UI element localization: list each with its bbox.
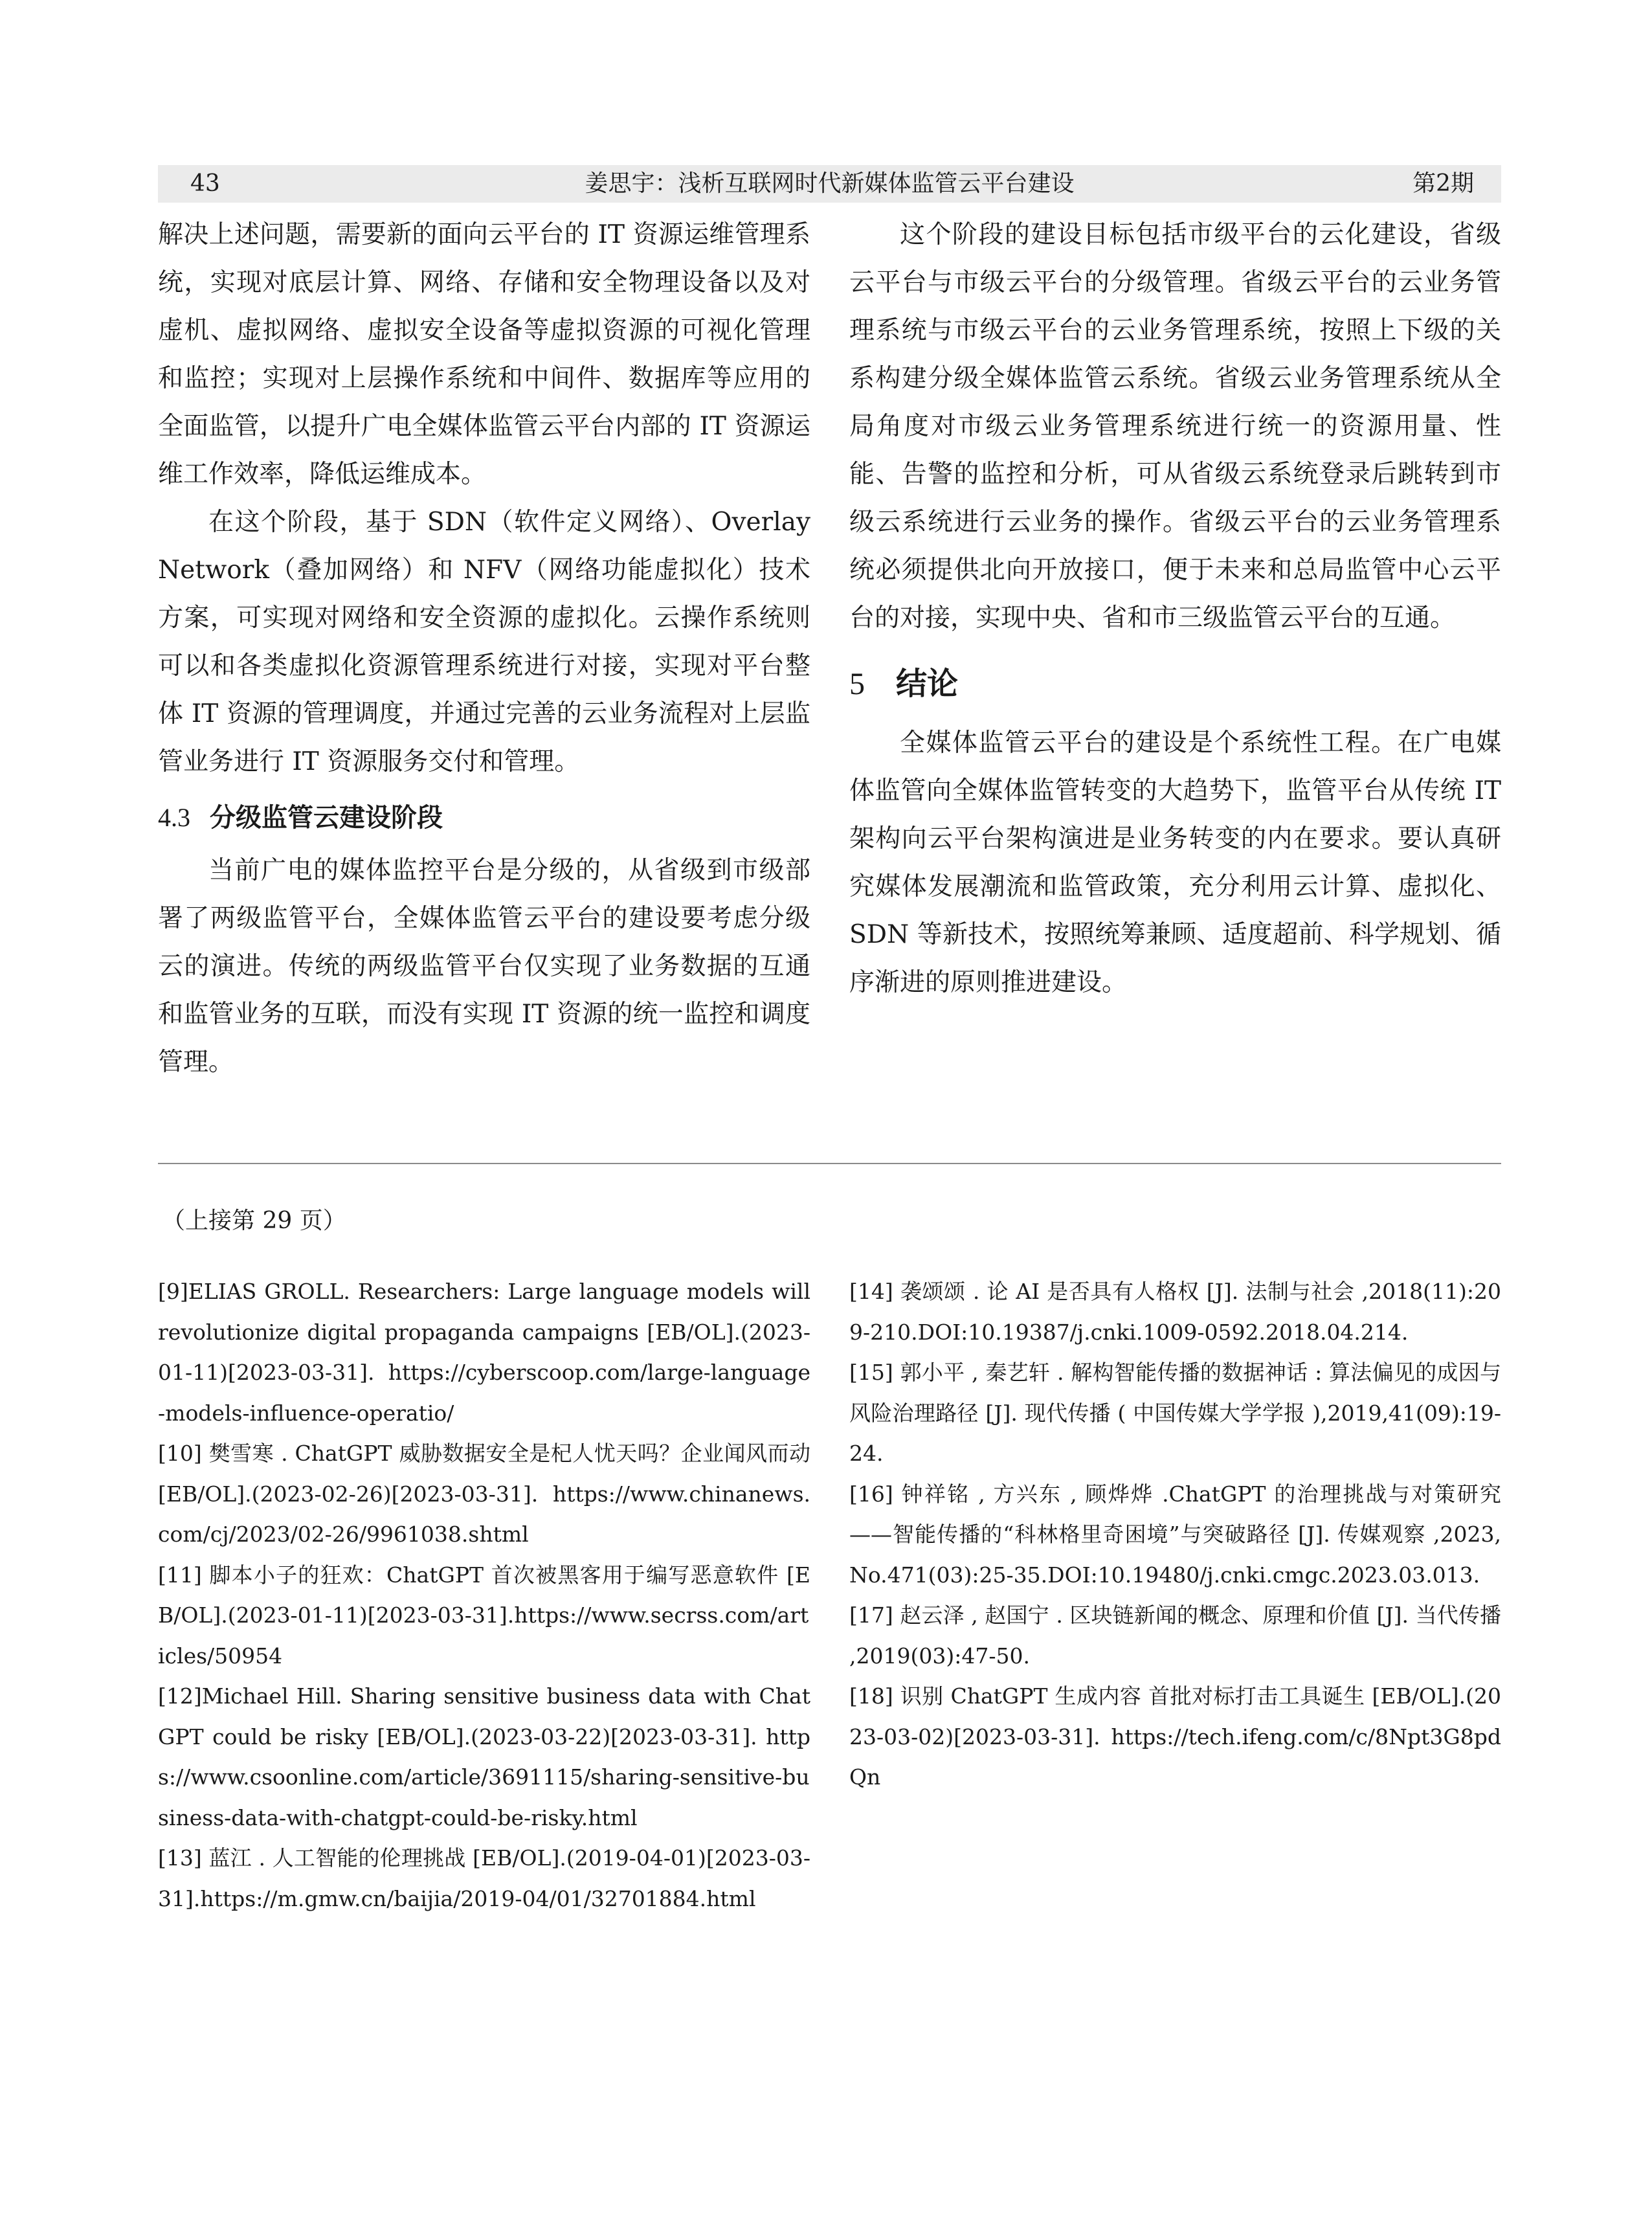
section-number: 5 [849, 667, 865, 701]
paragraph: 这个阶段的建设目标包括市级平台的云化建设，省级云平台与市级云平台的分级管理。省级云平台的云业务管理系统与市级云平台的云业务管理系统，按照上下级的关系构建分级全媒体监管云系统。省级云业务管理系统从全局角度对市级云业务管理系统进行统一的资源用量、性能、告警的监控和分析，可从省级云系统登录后跳转到市级云系统进行云业务的操作。省级云平台的云业务管理系统必须提供北向开放接口，便于未来和总局监管中心云平台的对接，实现中央、省和市三级监管云平台的互通。 [849, 220, 1501, 633]
reference-item: [9]ELIAS GROLL. Researchers: Large language models will revolutionize digital propaganda campaigns [EB/OL].(2023-01-11)[2023-03-31]. https://cyberscoop.com/large-language-models-influence-operatio/ [158, 1279, 810, 1426]
running-header [158, 165, 1501, 203]
reference-item: [10] 樊雪寒 . ChatGPT 威胁数据安全是杞人忧天吗？企业闻风而动 [EB/OL].(2023-02-26)[2023-03-31]. https://www.chinanews.com/cj/2023/02-26/9961038.shtml [158, 1441, 810, 1547]
reference-item: [12]Michael Hill. Sharing sensitive business data with ChatGPT could be risky [EB/OL].(2023-03-22)[2023-03-31]. https://www.csoonline.com/article/3691115/sharing-sensitive-business-data-with-chatgpt-could-be-risky.html [158, 1683, 810, 1830]
left-column [158, 211, 810, 1086]
reference-item: [15] 郭小平 , 秦艺轩 . 解构智能传播的数据神话 : 算法偏见的成因与风险治理路径 [J]. 现代传播 ( 中国传媒大学学报 ),2019,41(09):19-24. [849, 1360, 1501, 1466]
reference-item: [17] 赵云泽 , 赵国宁 . 区块链新闻的概念、原理和价值 [J]. 当代传播 ,2019(03):47-50. [849, 1602, 1501, 1669]
paragraph: 当前广电的媒体监控平台是分级的，从省级到市级部署了两级监管平台，全媒体监管云平台的建设要考虑分级云的演进。传统的两级监管平台仅实现了业务数据的互通和监管业务的互联，而没有实现 IT 资源的统一监控和调度管理。 [158, 856, 810, 1077]
running-title: 姜思宇：浅析互联网时代新媒体监管云平台建设 [585, 170, 1075, 197]
section-title: 结论 [896, 666, 959, 702]
reference-item: [16] 钟祥铭 , 方兴东 , 顾烨烨 .ChatGPT 的治理挑战与对策研究——智能传播的“科林格里奇困境”与突破路径 [J]. 传媒观察 ,2023,No.471(03):25-35.DOI:10.19480/j.cnki.cmgc.2023.03.013. [849, 1481, 1501, 1588]
reference-item: [13] 蓝江 . 人工智能的伦理挑战 [EB/OL].(2019-04-01)[2023-03-31].https://m.gmw.cn/baijia/2019-04/01/32701884.html [158, 1845, 810, 1911]
section-number: 4.3 [158, 803, 190, 832]
continued-from-note: （上接第 29 页） [162, 1208, 346, 1234]
reference-item: [18] 识别 ChatGPT 生成内容 首批对标打击工具诞生 [EB/OL].(2023-03-02)[2023-03-31]. https://tech.ifeng.com/c/8Npt3G8pdQn [849, 1683, 1502, 1790]
page-number: 43 [190, 170, 220, 197]
section-title: 分级监管云建设阶段 [210, 803, 443, 833]
paragraph: 解决上述问题，需要新的面向云平台的 IT 资源运维管理系统，实现对底层计算、网络、存储和安全物理设备以及对虚机、虚拟网络、虚拟安全设备等虚拟资源的可视化管理和监控；实现对上层操作系统和中间件、数据库等应用的全面监管，以提升广电全媒体监管云平台内部的 IT 资源运维工作效率，降低运维成本。 [158, 220, 810, 489]
references-right [849, 1272, 1501, 1798]
right-column [849, 211, 1501, 1007]
paragraph: 全媒体监管云平台的建设是个系统性工程。在广电媒体监管向全媒体监管转变的大趋势下，监管平台从传统 IT 架构向云平台架构演进是业务转变的内在要求。要认真研究媒体发展潮流和监管政策，充分利用云计算、虚拟化、SDN 等新技术，按照统筹兼顾、适度超前、科学规划、循序渐进的原则推进建设。 [849, 728, 1501, 997]
references-left [158, 1272, 810, 1919]
section-heading-4-3 [158, 793, 810, 843]
section-heading-5 [849, 653, 1501, 715]
reference-item: [11] 脚本小子的狂欢：ChatGPT 首次被黑客用于编写恶意软件 [EB/OL].(2023-01-11)[2023-03-31].https://www.secrss.com/articles/50954 [158, 1562, 810, 1669]
divider [158, 1163, 1501, 1164]
paragraph: 在这个阶段，基于 SDN（软件定义网络）、Overlay Network（叠加网络）和 NFV（网络功能虚拟化）技术方案，可实现对网络和安全资源的虚拟化。云操作系统则可以和各类虚拟化资源管理系统进行对接，实现对平台整体 IT 资源的管理调度，并通过完善的云业务流程对上层监管业务进行 IT 资源服务交付和管理。 [158, 508, 810, 776]
reference-item: [14] 袭颂颂 . 论 AI 是否具有人格权 [J]. 法制与社会 ,2018(11):209-210.DOI:10.19387/j.cnki.1009-0592.2018.04.214. [849, 1279, 1501, 1345]
issue-number: 第2期 [1412, 170, 1474, 197]
